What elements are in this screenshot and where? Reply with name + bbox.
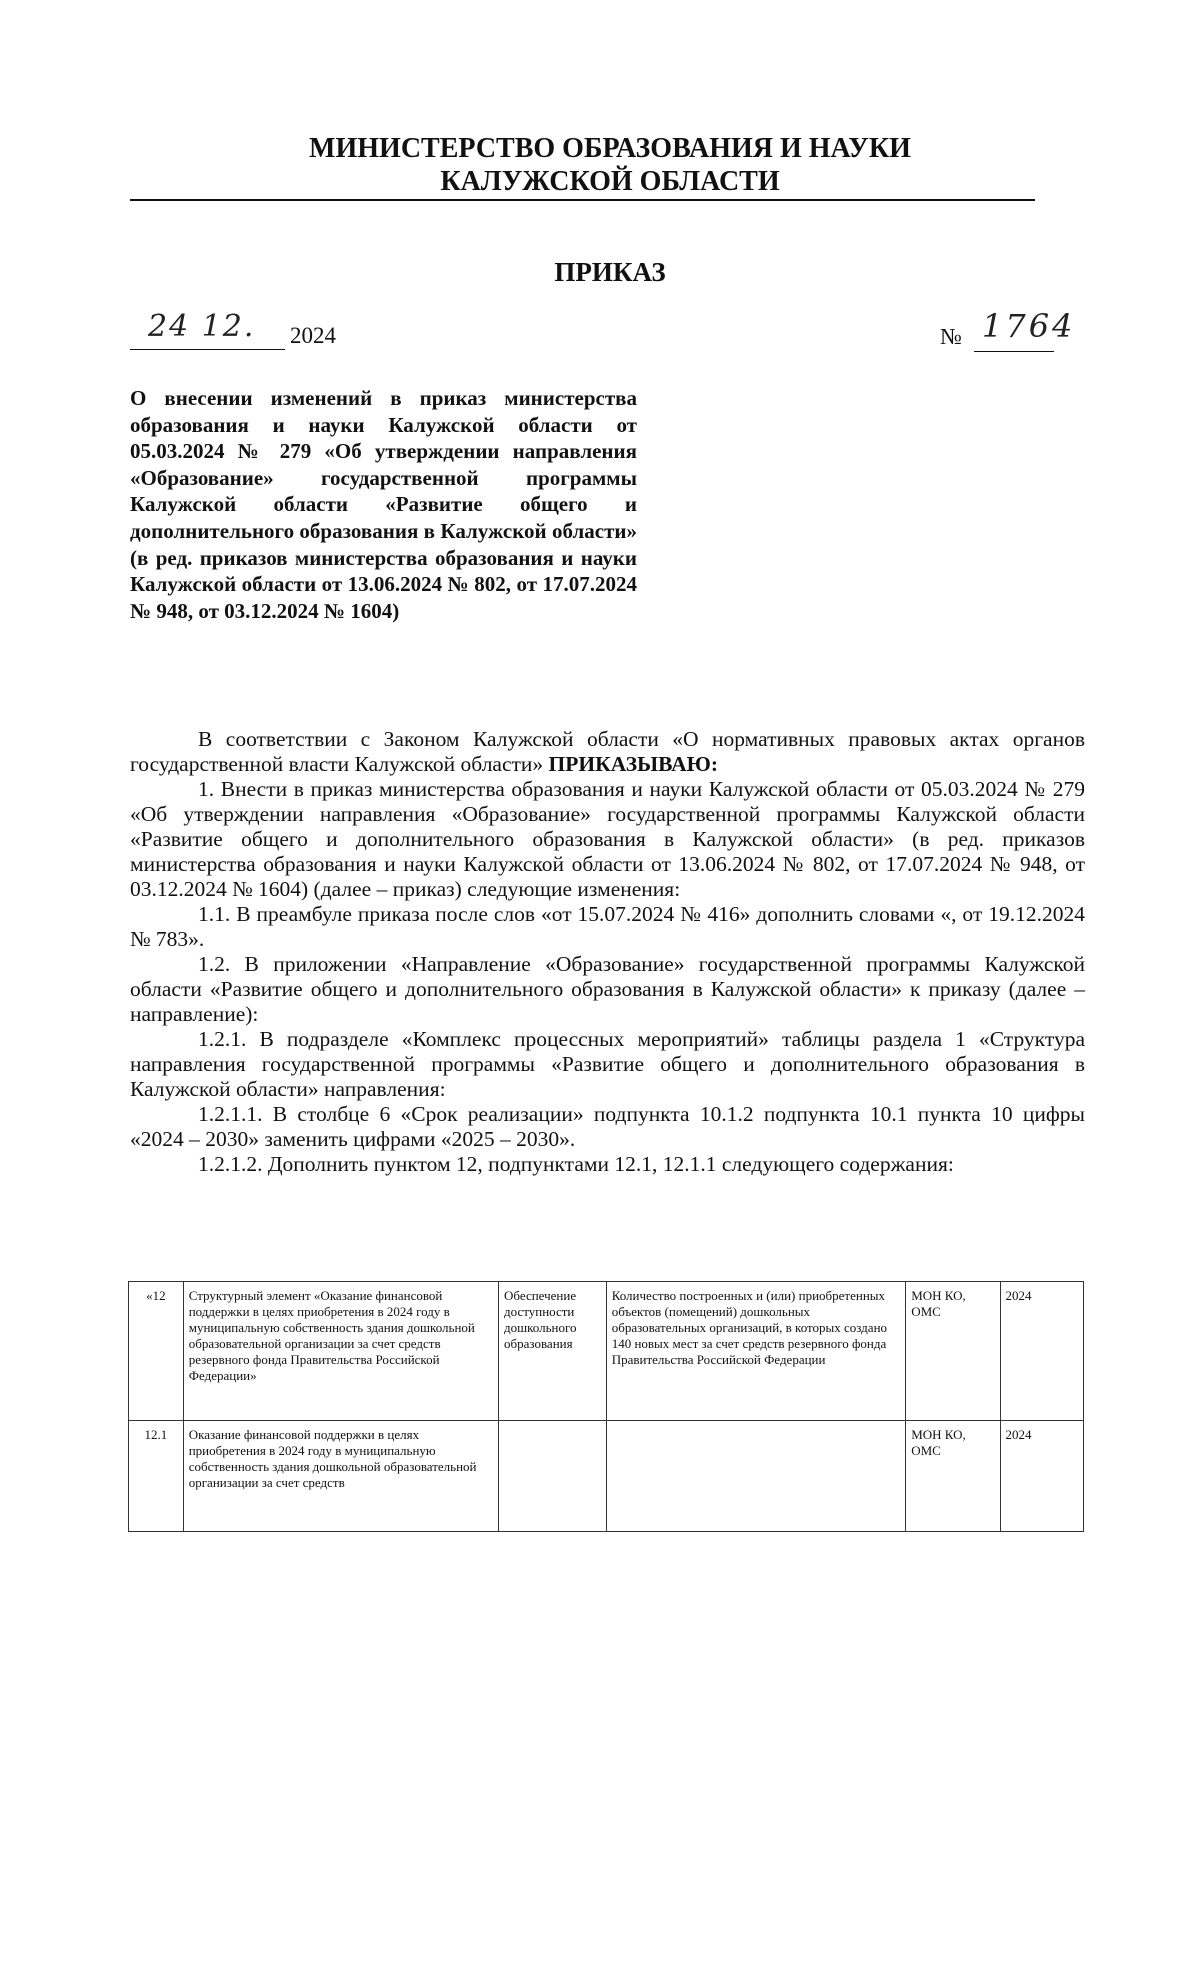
preamble-text: В соответствии с Законом Калужской области «О нормативных правовых актах органов государственной власти Калужской области» xyxy=(130,727,1085,776)
handwritten-date: 24 12. xyxy=(148,309,256,344)
cell-element-name: Структурный элемент «Оказание финансовой поддержки в целях приобретения в 2024 году в муниципальную собственность здания дошкольной образовательной организации за счет средств резервного фонда Правительства Российской Федерации» xyxy=(183,1282,498,1421)
number-underline xyxy=(974,351,1054,352)
preamble-paragraph xyxy=(130,727,1085,777)
order-year: 2024 xyxy=(290,323,336,348)
clause-1-1: 1.1. В преамбуле приказа после слов «от 15.07.2024 № 416» дополнить словами «, от 19.12.2024 № 783». xyxy=(130,902,1085,951)
cell-result: Количество построенных и (или) приобретенных объектов (помещений) дошкольных образовательных организаций, в которых создано 140 новых мест за счет средств резервного фонда Правительства Российской Федерации xyxy=(606,1282,906,1421)
header-divider xyxy=(130,199,1035,201)
ministry-name-line2: КАЛУЖСКОЙ ОБЛАСТИ xyxy=(440,166,780,197)
cell-goal xyxy=(499,1421,607,1532)
clause-1-2-1: 1.2.1. В подразделе «Комплекс процессных мероприятий» таблицы раздела 1 «Структура направления государственной программы «Развитие общего и дополнительного образования в Калужской области» направления: xyxy=(130,1027,1085,1101)
cell-term: 2024 xyxy=(1000,1421,1083,1532)
ministry-header xyxy=(130,132,1090,198)
cell-executor: МОН КО, ОМС xyxy=(906,1282,1000,1421)
structure-table xyxy=(128,1281,1084,1532)
clause-1: 1. Внести в приказ министерства образования и науки Калужской области от 05.03.2024 № 279 «Об утверждении направления «Образование» государственной программы Калужской области «Развитие общего и дополнительного образования в Калужской области» (в ред. приказов министерства образования и науки Калужской области от 13.06.2024 № 802, от 17.07.2024 № 948, от 03.12.2024 № 1604) (далее – приказ) следующие изменения: xyxy=(130,777,1085,901)
cell-element-name: Оказание финансовой поддержки в целях приобретения в 2024 году в муниципальную собственность здания дошкольной образовательной организации за счет средств xyxy=(183,1421,498,1532)
date-underline xyxy=(130,349,285,350)
cell-goal: Обеспечение доступности дошкольного образования xyxy=(499,1282,607,1421)
cell-term: 2024 xyxy=(1000,1282,1083,1421)
cell-number: «12 xyxy=(129,1282,184,1421)
number-sign: № xyxy=(940,324,962,349)
clause-1-2-1-2: 1.2.1.2. Дополнить пунктом 12, подпунктами 12.1, 12.1.1 следующего содержания: xyxy=(198,1152,954,1176)
preamble-command: ПРИКАЗЫВАЮ: xyxy=(548,752,719,776)
clause-1-2: 1.2. В приложении «Направление «Образование» государственной программы Калужской области «Развитие общего и дополнительного образования в Калужской области» к приказу (далее – направление): xyxy=(130,952,1085,1026)
clause-1-2-1-1: 1.2.1.1. В столбце 6 «Срок реализации» подпункта 10.1.2 подпункта 10.1 пункта 10 цифры «2024 – 2030» заменить цифрами «2025 – 2030». xyxy=(130,1102,1085,1151)
ministry-name-line1: МИНИСТЕРСТВО ОБРАЗОВАНИЯ И НАУКИ xyxy=(309,133,911,164)
order-body xyxy=(130,727,1085,1177)
table-row xyxy=(129,1421,1084,1532)
handwritten-number: 1764 xyxy=(982,307,1076,345)
order-subject: О внесении изменений в приказ министерства образования и науки Калужской области от 05.03.2024 № 279 «Об утверждении направления «Образование» государственной программы Калужской области «Развитие общего и дополнительного образования в Калужской области» (в ред. приказов министерства образования и науки Калужской области от 13.06.2024 № 802, от 17.07.2024 № 948, от 03.12.2024 № 1604) xyxy=(130,386,637,623)
table-row xyxy=(129,1282,1084,1421)
cell-number: 12.1 xyxy=(129,1421,184,1532)
document-type-title: ПРИКАЗ xyxy=(554,257,666,287)
cell-executor: МОН КО, ОМС xyxy=(906,1421,1000,1532)
cell-result xyxy=(606,1421,906,1532)
